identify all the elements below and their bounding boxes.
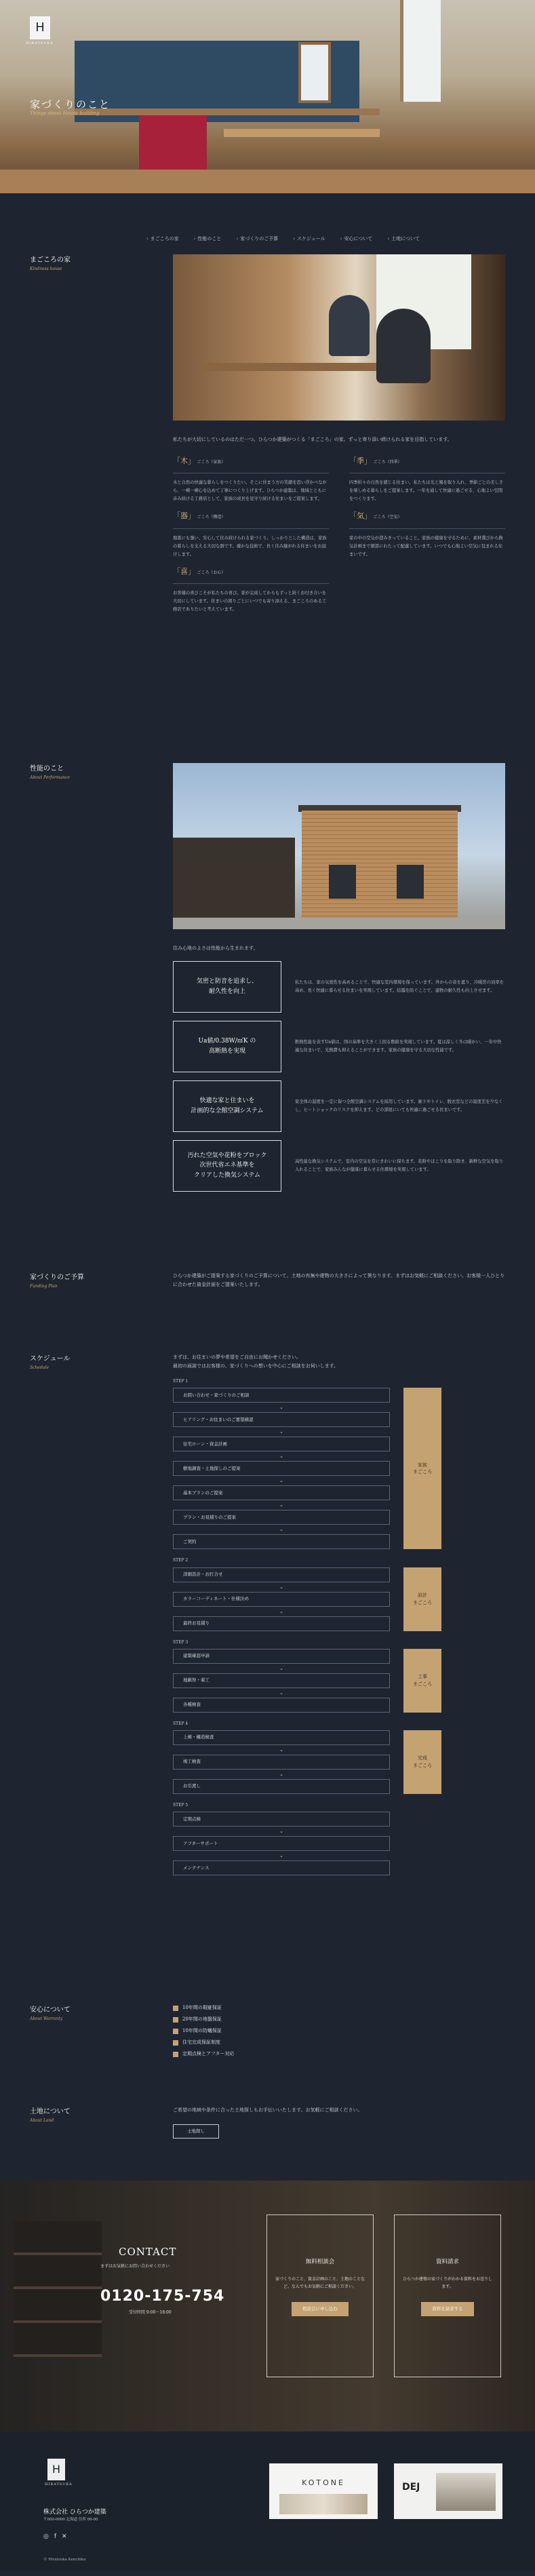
keyword-title [173,510,329,529]
section-title-en: About Land [30,2118,54,2123]
warranty-item [173,2027,505,2035]
step-item: 住宅ローン・資金計画 [173,1437,390,1451]
site-logo[interactable]: H [30,16,50,39]
chevron-down-icon: ⌄ [279,1746,283,1753]
photo-window [397,865,424,899]
section-safety [0,2004,535,2106]
nav-link-performance[interactable] [194,225,222,254]
twitter-icon[interactable]: ✕ [62,2533,67,2540]
step-group [173,1567,505,1631]
performance-box: 汚れた空気や花粉をブロック 次世代省エネ基準を クリアした換気システム [173,1140,281,1192]
page-nav [0,193,535,254]
step-item: 各種検査 [173,1698,390,1713]
warranty-list [173,2004,505,2058]
keyword-card [349,455,505,504]
keyword-big: 「木」 [173,456,195,465]
square-bullet-icon [173,2017,178,2023]
warranty-label: 10年間の瑕疵保証 [182,2005,222,2010]
chevron-right-icon: › [293,236,296,242]
card-text: ひらつか建築の家づくりがわかる資料をお送りします。 [403,2277,492,2290]
section-heading [30,763,70,781]
chevron-down-icon: ⌄ [279,1829,283,1835]
keyword-grid [173,455,505,614]
warranty-item [173,2039,505,2047]
section-land [0,2106,535,2181]
step-item: 建築確認申請 [173,1649,390,1664]
section-title: 安心について [30,2006,71,2014]
banner-image [279,2494,368,2514]
section-title-en: Funding Plan [30,1284,58,1289]
keyword-card [173,455,329,504]
step-item: 敷地調査・土地探しのご提案 [173,1461,390,1476]
step-item: 上棟・構造検査 [173,1730,390,1745]
land-text: ご希望の地域や条件に合った土地探しもお手伝いいたします。お気軽にご相談ください。 [173,2107,363,2113]
footer-logo[interactable]: H [47,2459,65,2480]
step-item: 詳細設計・お打合せ [173,1567,390,1582]
performance-row [173,1080,505,1132]
chevron-down-icon: ⌄ [279,1502,283,1508]
keyword-title [173,455,329,474]
warranty-item [173,2004,505,2012]
hero-window [298,42,331,103]
step-item: お引渡し [173,1779,390,1794]
keyword-small: ごころ（お心） [197,570,226,575]
keyword-small: ごころ（四季） [373,459,402,465]
step-item: メンテナンス [173,1860,390,1875]
step-group [173,1730,505,1794]
banner-label: DEJ [402,2482,420,2493]
square-bullet-icon [173,2040,178,2046]
company-name: 株式会社 ひらつか建築 [43,2509,106,2516]
step-group [173,1812,505,1875]
section-title-en: Schedule [30,1365,49,1370]
dej-banner[interactable] [394,2463,502,2519]
chevron-down-icon: ⌄ [279,1665,283,1671]
chevron-down-icon: ⌄ [279,1405,283,1411]
page-subtitle: Things about House building [30,111,100,116]
step-items [173,1730,390,1794]
square-bullet-icon [173,2006,178,2011]
square-bullet-icon [173,2052,178,2057]
section-heading [30,2106,71,2124]
footer-logo-text: HIRATSUKA [45,2482,73,2486]
sns-links [43,2532,67,2542]
house-exterior-photo [173,763,505,929]
facebook-icon[interactable]: f [54,2533,57,2540]
keyword-text: 木と自然の快適な暮らしをつくりたい。そこに住まう方の笑顔を思い浮かべながら、一棟一棟心を込めて丁寧につくり上げます。ひらつか建築は、地域とともに歩み続ける工務店として、家族の成長を見守り続ける住まいをご提案します。 [173,480,327,502]
section-budget [0,1272,535,1353]
card-title: 資料請求 [435,2259,459,2265]
nav-link-land[interactable] [387,225,420,254]
step-badge: 工事 まごころ [403,1649,441,1713]
nav-label: まごころの家 [150,236,179,242]
section-title: まごころの家 [30,256,71,264]
step-group [173,1388,505,1549]
step-item: 定期点検 [173,1812,390,1827]
contact-phone[interactable]: 0120-175-754 [100,2288,225,2305]
step-items [173,1649,390,1713]
performance-row [173,961,505,1013]
chevron-down-icon: ⌄ [279,1690,283,1696]
keyword-title [349,510,505,529]
step-label: STEP 3 [173,1639,189,1645]
performance-text: 家全体の温度を一定に保つ全館空調システムを採用しています。廊下やトイレ、脱衣室などの温度差を少なくし、ヒートショックのリスクを抑えます。どの部屋にいても快適に過ごせる住まいです。 [295,1099,503,1112]
step-badge [403,1812,441,1875]
step-badge: 家族 まごころ [403,1388,441,1549]
section-performance [0,763,535,1272]
keyword-card [349,510,505,559]
copyright: © Hiratsuka Kenchiku [43,2558,86,2562]
nav-link-schedule[interactable] [293,225,325,254]
section-title-en: Kindness house [30,267,62,271]
performance-row [173,1021,505,1072]
company-address: 〒000-0000 北海道 住所 00-00 [43,2518,98,2522]
step-label: STEP 4 [173,1721,189,1726]
nav-label: 家づくりのご予算 [240,236,279,242]
warranty-label: 10年間の防蟻保証 [182,2027,222,2033]
warranty-label: 定期点検とアフター対応 [182,2050,235,2056]
photo-building [302,811,458,919]
section-title: 土地について [30,2108,71,2115]
performance-row [173,1140,505,1192]
photo-person [329,295,370,356]
section-title-en: About Performance [30,775,70,780]
square-bullet-icon [173,2029,178,2034]
budget-text: ひらつか建築がご提案する家づくりのご予算について、土地の有無や建物の大きさによって異なります。まずはお気軽にご相談ください。お客様一人ひとりに合わせた資金計画をご提案いたします。 [173,1273,505,1287]
step-item: ヒアリング・お住まいのご要望確認 [173,1412,390,1427]
chevron-down-icon: ⌄ [279,1527,283,1533]
keyword-card [173,566,329,614]
magokoro-lead: 私たちが大切にしているのはただ一つ。ひらつか建築がつくる「まごころ」の家。ずっと寄り添い続けられる家を目指しています。 [173,437,452,442]
nav-link-safety[interactable] [340,225,373,254]
step-label: STEP 5 [173,1802,189,1808]
section-schedule [0,1353,535,2004]
hero [0,0,535,193]
keyword-big: 「季」 [349,456,372,465]
section-magokoro [0,254,535,763]
keyword-card [173,510,329,559]
warranty-item [173,2050,505,2058]
step-label: STEP 2 [173,1558,189,1563]
performance-box: 快適な家と住まいを 計画的な全館空調システム [173,1080,281,1132]
family-photo [173,254,505,421]
step-item: アフターサポート [173,1836,390,1851]
contact-section [0,2181,535,2432]
land-search-button[interactable]: 土地探し [173,2124,219,2139]
step-item: 竣工検査 [173,1755,390,1770]
keyword-big: 「喜」 [173,566,195,576]
step-item: 地鎮祭・着工 [173,1673,390,1688]
site-logo-text: HIRATSUKA [26,41,54,45]
chevron-right-icon: › [236,236,239,242]
step-badge: 設計 まごころ [403,1567,441,1631]
consultation-button[interactable]: 相談会に申し込む [292,2302,349,2316]
card-text: 家づくりのこと、資金計画のこと、土地のことなど、なんでもお気軽にご相談ください。 [275,2277,365,2290]
brochure-card [394,2214,501,2377]
chevron-right-icon: › [193,236,196,242]
keyword-big: 「器」 [173,511,195,521]
section-title: スケジュール [30,1355,71,1363]
photo-person [376,309,431,383]
chevron-down-icon: ⌄ [279,1853,283,1859]
nav-label: 安心について [344,236,373,242]
performance-text: 高性能な換気システムで、室内の空気を常にきれいに保ちます。花粉やほこりを取り除き、新鮮な空気を取り入れることで、家族みんなが健康に暮らせる住環境を実現しています。 [295,1158,504,1172]
keyword-title [349,455,505,474]
brochure-button[interactable]: 資料を請求する [421,2302,474,2316]
section-title: 性能のこと [30,765,64,773]
banner-image [436,2473,496,2511]
step-item: カラーコーディネート・仕様決め [173,1592,390,1607]
chevron-down-icon: ⌄ [279,1608,283,1614]
consultation-card [266,2214,374,2377]
performance-box: 気密と防音を追求し、 耐久性を向上 [173,961,281,1013]
warranty-label: 20年間の地盤保証 [182,2016,222,2022]
contact-subtitle: まずはお気軽にお問い合わせください [100,2264,170,2269]
performance-text: 私たちは、家の気密性を高めることで、快適な室内環境を保っています。外からの音を遮り、冷暖房の効率を高め、長く快適に暮らせる住まいを実現しています。結露を防ぐことで、建物の耐久性も向上させます。 [295,979,504,993]
photo-building [173,838,295,929]
nav-label: 性能のこと [197,236,222,242]
banner-label: KOTONE [302,2478,345,2487]
keyword-small: ごころ（空気） [373,515,402,520]
nav-label: スケジュール [297,236,325,242]
page-title: 家づくりのこと [30,98,111,111]
nav-label: 土地について [391,236,420,242]
keyword-text: 地震にも強い、安心して住み続けられる家づくり。しっかりとした構造は、家族の暮らしを支える大切な器です。確かな技術で、長く住み継がれる住まいをお届けします。 [173,535,327,557]
keyword-small: ごころ（構造） [197,515,226,520]
chevron-right-icon: › [387,236,390,242]
performance-box: Ua値/0.38W/㎡K の 高断熱を実現 [173,1021,281,1072]
step-item: 最終お見積り [173,1616,390,1631]
section-title-en: About Warranty [30,2016,63,2021]
step-items [173,1567,390,1631]
contact-title: CONTACT [119,2246,177,2258]
photo-table [200,363,376,371]
step-item: プラン・お見積りのご提案 [173,1510,390,1525]
step-item: ご契約 [173,1534,390,1549]
chevron-down-icon: ⌄ [279,1478,283,1484]
step-items [173,1812,390,1875]
step-item: 基本プランのご提案 [173,1485,390,1500]
footer [0,2432,535,2571]
chevron-right-icon: › [146,236,148,242]
keyword-big: 「気」 [349,511,372,521]
step-label: STEP 1 [173,1379,189,1384]
schedule-lead: まずは、お住まいの夢や希望をご自由にお聞かせください。 最初の面談ではお客様の、家づくりへの想いを中心にご相談をお伺いします。 [173,1354,339,1369]
hero-window [400,0,441,102]
chevron-down-icon: ⌄ [279,1584,283,1590]
hero-floor [0,170,535,193]
keyword-text: 家の中の空気が澄みきっていること。家族の健康を守るために、素材選びから換気計画まで細部にわたって配慮しています。いつでも心地よい空気に包まれる住まいです。 [349,535,503,557]
chevron-down-icon: ⌄ [279,1453,283,1460]
section-heading [30,1353,70,1371]
hero-shelf [75,109,380,115]
keyword-small: ごころ（家族） [197,459,226,465]
performance-text: 断熱性能を表すUa値は、国の基準を大きく上回る数値を実現しています。夏は涼しく冬は暖かい、一年中快適な住まいで、光熱費も抑えることができます。家族の健康を守る大切な性能です。 [295,1039,502,1053]
section-heading [30,254,71,273]
card-title: 無料相談会 [305,2259,335,2265]
photo-window [329,865,356,899]
instagram-icon[interactable]: ◎ [43,2533,49,2540]
chevron-down-icon: ⌄ [279,1429,283,1435]
chevron-down-icon: ⌄ [279,1771,283,1777]
contact-hours: 受付時間 9:00〜18:00 [129,2310,172,2315]
nav-link-magokoro[interactable] [146,225,179,254]
hero-table [224,129,380,137]
warranty-item [173,2016,505,2024]
step-badge: 完成 まごころ [403,1730,441,1794]
section-heading [30,1272,84,1290]
schedule-steps [173,1378,505,1875]
photo-ground [173,918,505,929]
section-title: 家づくりのご予算 [30,1274,84,1281]
warranty-label: 住宅完成保証制度 [182,2039,220,2045]
step-item: お問い合わせ・家づくりのご相談 [173,1388,390,1403]
keyword-text: お客様の喜びこそが私たちの喜び。家が完成してからもずっと続くお付き合いを大切にしています。住まいの困りごとにいつでも寄り添える、まごころのある工務店でありたいと考えています。 [173,591,327,612]
keyword-title [173,566,329,585]
performance-lead: 住み心地のよさは性能から生まれます。 [173,945,258,951]
step-items [173,1388,390,1549]
keyword-text: 四季折々の自然を感じる住まい。私たちは光と風を取り入れ、季節ごとの美しさを楽しめる暮らしをご提案します。一年を通して快適に過ごせる、心地よい空間をつくります。 [349,480,504,502]
step-group [173,1649,505,1713]
section-heading [30,2004,71,2023]
chevron-right-icon: › [340,236,342,242]
nav-link-budget[interactable] [236,225,278,254]
kotone-banner[interactable] [269,2463,378,2519]
